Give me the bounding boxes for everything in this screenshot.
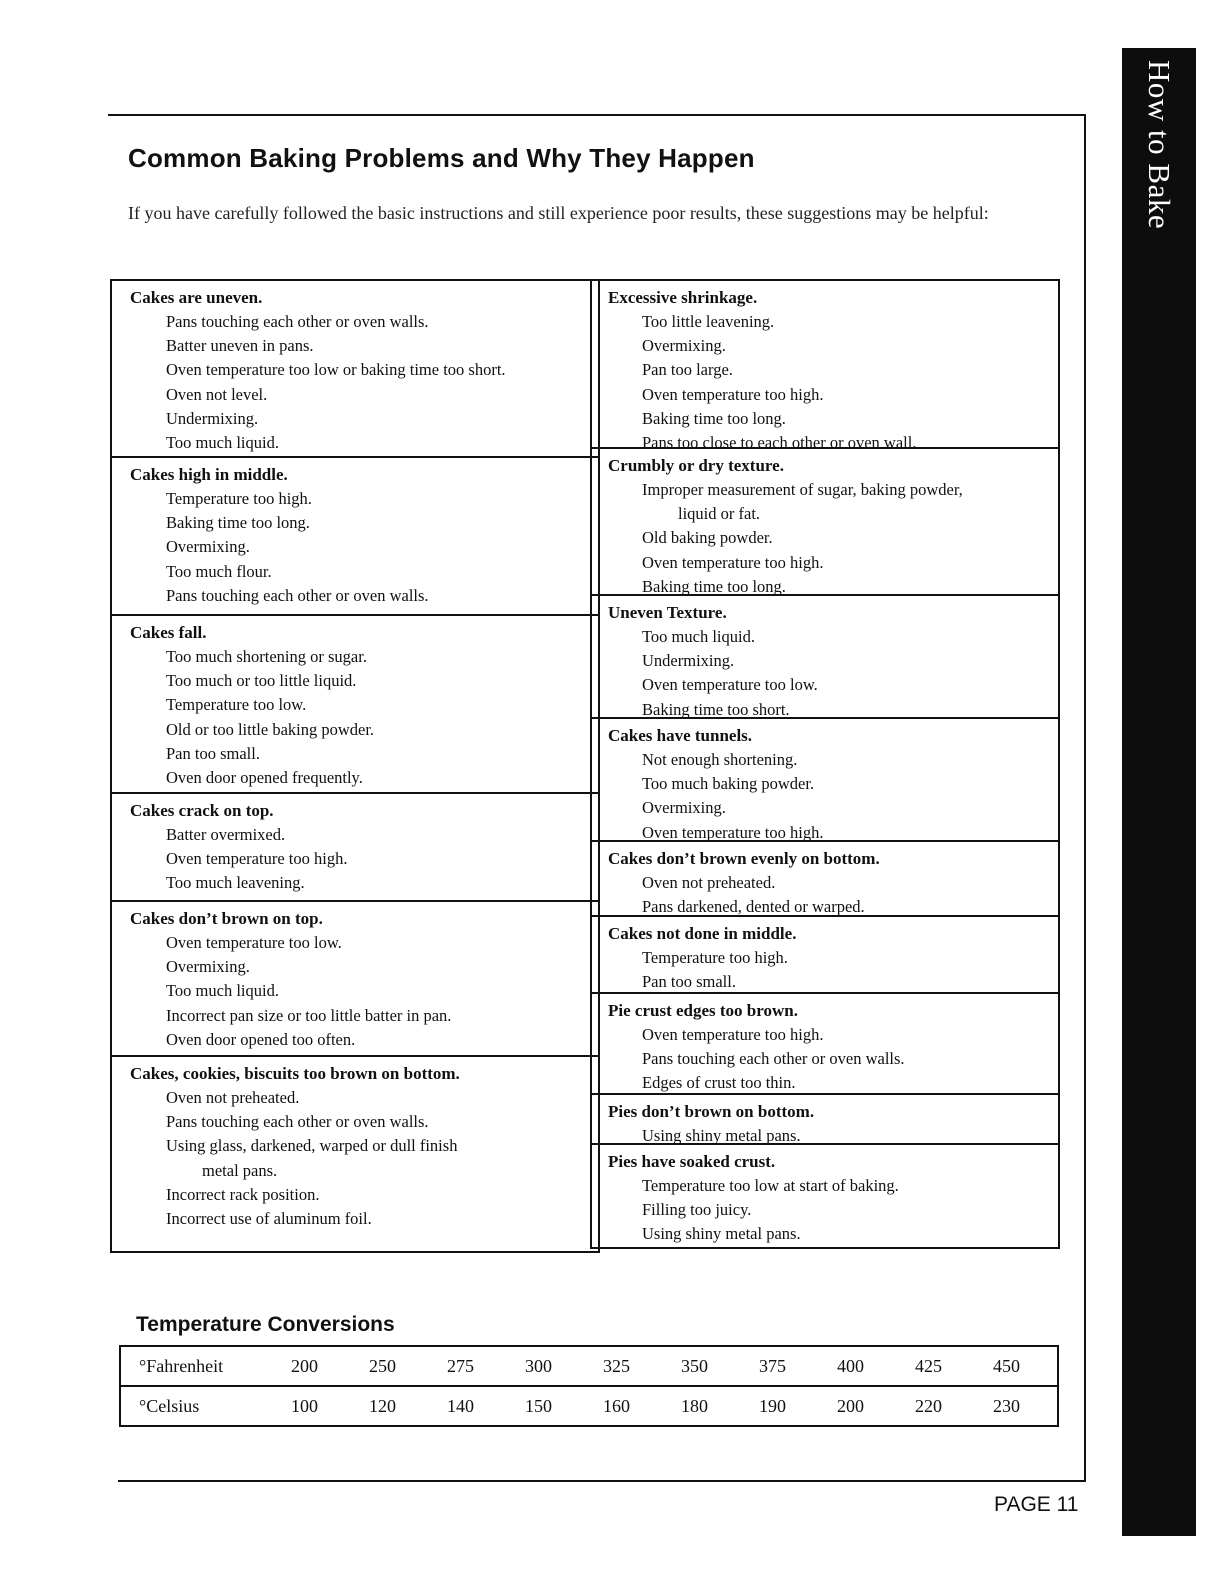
fahrenheit-row [120,1346,1058,1386]
celsius-value: 160 [603,1395,630,1416]
cause-item: Too much baking powder. [642,774,815,794]
cause-item: Baking time too long. [166,513,310,533]
right-rule [1084,114,1086,1482]
cause-item: Edges of crust too thin. [642,1073,796,1093]
celsius-value: 140 [447,1395,474,1416]
cause-item: Oven temperature too high. [642,1025,824,1044]
cause-item: Incorrect use of aluminum foil. [166,1209,372,1229]
cause-item: Too much or too little liquid. [166,671,357,691]
celsius-value: 120 [369,1395,396,1416]
cause-item: Incorrect rack position. [166,1184,320,1204]
cause-item: Using shiny metal pans. [642,1126,801,1145]
problem-title: Crumbly or dry texture. [608,456,784,475]
problem-section [592,1095,1058,1145]
cause-item: Temperature too low. [166,695,307,715]
fahrenheit-value: 325 [603,1346,681,1386]
cause-item: Overmixing. [642,336,726,356]
intro-text: If you have carefully followed the basic instructions and still experience poor results, these suggestions may be helpful: [128,203,989,223]
cause-item: Too much liquid. [642,627,755,646]
problem-title: Cakes high in middle. [130,465,288,484]
problem-title: Cakes not done in middle. [608,924,797,943]
cause-item: Oven not preheated. [642,873,776,892]
problem-section [112,1057,598,1231]
fahrenheit-value: 300 [525,1346,603,1386]
problem-section [592,1145,1058,1247]
celsius-value: 190 [759,1395,786,1416]
celsius-value: 150 [525,1395,552,1416]
cause-item: Pans touching each other or oven walls. [166,585,429,605]
top-rule [108,114,1086,116]
problem-section [592,994,1058,1095]
problem-section [592,917,1058,994]
conversion-table [119,1345,1059,1427]
cause-item: Undermixing. [642,651,735,671]
problem-section [592,842,1058,917]
fahrenheit-value: 425 [915,1346,993,1386]
fahrenheit-value: 375 [759,1346,837,1386]
celsius-value: 100 [291,1395,318,1416]
problem-section [112,902,598,1057]
cause-item: Baking time too long. [642,408,786,428]
cause-item: Pan too large. [642,360,733,380]
cause-item: Old or too little baking powder. [166,719,375,739]
cause-item: Undermixing. [166,408,259,428]
celsius-value: 200 [837,1395,864,1416]
cause-item: Batter overmixed. [166,825,286,844]
cause-item: Too much flour. [166,561,272,581]
cause-item: Improper measurement of sugar, baking powder, [642,480,963,499]
problem-title: Cakes, cookies, biscuits too brown on bottom. [130,1064,460,1083]
cause-item: Incorrect pan size or too little batter in pan. [166,1005,452,1025]
cause-item: Oven door opened frequently. [166,768,363,788]
cause-item: Too much shortening or sugar. [166,647,367,666]
problem-title: Cakes are uneven. [130,288,263,307]
cause-item: Temperature too high. [642,948,788,967]
cause-item: Old baking powder. [642,528,773,548]
problem-section [592,281,1058,453]
cause-item: Using glass, darkened, warped or dull finish [166,1136,458,1156]
cause-item: Overmixing. [642,798,726,818]
problem-title: Cakes don’t brown evenly on bottom. [608,849,880,868]
cause-item: Pans touching each other or oven walls. [166,312,429,331]
problem-section [112,281,598,458]
cause-item: Oven temperature too high. [642,552,824,572]
cause-item: Oven door opened too often. [166,1029,356,1049]
problem-section [592,719,1058,842]
problem-title: Excessive shrinkage. [608,288,758,307]
cause-item: Overmixing. [166,957,250,977]
celsius-value: 230 [993,1395,1020,1416]
cause-item: Batter uneven in pans. [166,336,314,356]
problem-section [592,596,1058,719]
bottom-rule [118,1480,1086,1482]
side-tab-label: How to Bake [1142,60,1177,230]
fahrenheit-value: 450 [993,1346,1058,1386]
fahrenheit-value: 250 [369,1346,447,1386]
page-number: PAGE 11 [994,1493,1079,1516]
celsius-value: 220 [915,1395,942,1416]
cause-item: Pans darkened, dented or warped. [642,897,865,917]
fahrenheit-value: 400 [837,1346,915,1386]
conversions-title: Temperature Conversions [136,1313,395,1336]
cause-item: Oven temperature too high. [642,384,824,404]
cause-item: Baking time too short. [642,699,790,719]
fahrenheit-label: °Fahrenheit [120,1346,291,1386]
problem-section [112,616,598,794]
cause-item: Too much leavening. [166,873,305,893]
cause-item: Pans too close to each other or oven wall. [642,433,917,453]
fahrenheit-value: 200 [291,1346,369,1386]
problem-title: Pies don’t brown on bottom. [608,1102,815,1121]
cause-item: Oven not level. [166,384,268,404]
cause-item: Too much liquid. [166,981,279,1001]
cause-item: Using shiny metal pans. [642,1224,801,1244]
problem-title: Pie crust edges too brown. [608,1001,798,1020]
problem-section [592,449,1058,596]
cause-item: Oven temperature too high. [642,822,824,842]
celsius-row [120,1386,1058,1426]
fahrenheit-value: 275 [447,1346,525,1386]
fahrenheit-value: 350 [681,1346,759,1386]
problem-title: Cakes have tunnels. [608,726,753,745]
problem-section [112,794,598,902]
cause-item: Baking time too long. [642,576,786,596]
cause-item: Oven temperature too low or baking time too short. [166,360,506,380]
cause-item: Too much liquid. [166,433,279,453]
problem-title: Cakes don’t brown on top. [130,909,323,928]
problems-right-column [590,279,1060,1249]
problems-left-column [110,279,600,1253]
problem-title: Pies have soaked crust. [608,1152,776,1171]
cause-item: Not enough shortening. [642,750,798,769]
cause-item: liquid or fat. [678,504,761,524]
cause-item: Oven temperature too high. [166,849,348,869]
problem-title: Uneven Texture. [608,603,727,622]
cause-item: Filling too juicy. [642,1200,752,1220]
cause-item: Pan too small. [166,743,260,763]
cause-item: Temperature too high. [166,489,312,508]
celsius-value: 180 [681,1395,708,1416]
cause-item: metal pans. [202,1160,278,1180]
side-tab [1122,48,1196,1536]
cause-item: Pans touching each other or oven walls. [642,1049,905,1069]
cause-item: Overmixing. [166,537,250,557]
cause-item: Oven temperature too low. [642,675,818,695]
problem-title: Cakes fall. [130,623,207,642]
cause-item: Too little leavening. [642,312,775,331]
cause-item: Oven temperature too low. [166,933,342,952]
celsius-label: °Celsius [139,1395,200,1416]
problem-section [112,458,598,616]
cause-item: Pan too small. [642,972,736,992]
problem-title: Cakes crack on top. [130,801,274,820]
cause-item: Oven not preheated. [166,1088,300,1107]
page-title: Common Baking Problems and Why They Happen [128,143,755,173]
cause-item: Temperature too low at start of baking. [642,1176,899,1195]
cause-item: Pans touching each other or oven walls. [166,1112,429,1132]
